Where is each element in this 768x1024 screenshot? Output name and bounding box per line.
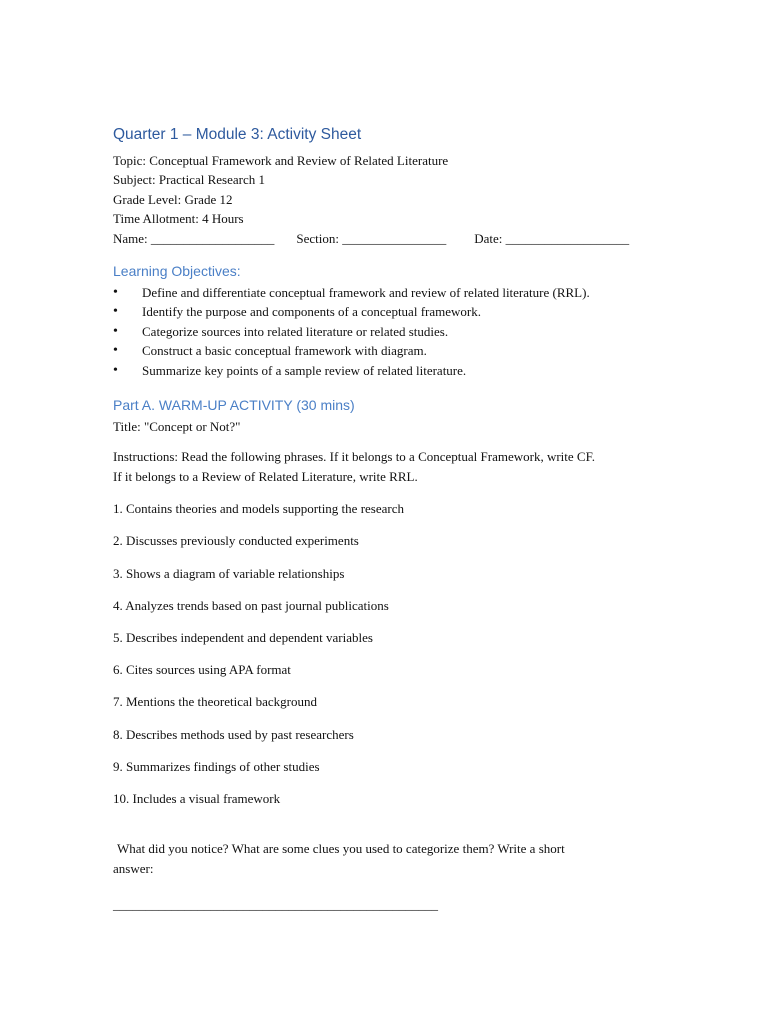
- answer-blank: __________________________________________________: [113, 896, 438, 912]
- list-item: 9. Summarizes findings of other studies: [113, 758, 320, 774]
- part-a-heading: Part A. WARM-UP ACTIVITY (30 mins): [113, 397, 355, 414]
- list-item: 2. Discusses previously conducted experiments: [113, 533, 359, 549]
- list-item: 1. Contains theories and models supporting the research: [113, 501, 404, 517]
- topic-line: Topic: Conceptual Framework and Review of Related Literature: [113, 153, 449, 168]
- name-section-date-row: [113, 229, 673, 248]
- list-item: • Categorize sources into related literature or related studies.: [113, 322, 673, 341]
- grade-line: Grade Level: Grade 12: [113, 191, 233, 207]
- list-item: 5. Describes independent and dependent variables: [113, 630, 373, 646]
- subject-line: Subject: Practical Research 1: [113, 172, 265, 188]
- reflection-question: [113, 839, 673, 878]
- instructions: [113, 447, 673, 486]
- list-item: 10. Includes a visual framework: [113, 790, 281, 806]
- section-field: Section: ________________: [296, 230, 447, 246]
- instructions-line-2: If it belongs to a Review of Related Literature, write RRL.: [113, 468, 418, 484]
- list-item: 6. Cites sources using APA format: [113, 662, 291, 678]
- bullet-icon: •: [113, 285, 118, 301]
- list-item: • Construct a basic conceptual framework with diagram.: [113, 341, 673, 360]
- question-line-2: answer:: [113, 860, 154, 876]
- name-field: Name: ___________________: [113, 230, 275, 246]
- bullet-icon: •: [113, 304, 118, 320]
- list-item: • Identify the purpose and components of a conceptual framework.: [113, 302, 673, 321]
- phrase-list: [113, 499, 673, 821]
- activity-sheet: [113, 124, 673, 914]
- activity-title: Title: "Concept or Not?": [113, 419, 241, 435]
- list-item: 7. Mentions the theoretical background: [113, 694, 317, 710]
- instructions-line-1: Instructions: Read the following phrases. If it belongs to a Conceptual Framework, write CF.: [113, 449, 596, 465]
- bullet-icon: •: [113, 343, 118, 359]
- list-item: 3. Shows a diagram of variable relationships: [113, 565, 345, 581]
- list-item: 8. Describes methods used by past researchers: [113, 726, 354, 742]
- page-title: Quarter 1 – Module 3: Activity Sheet: [113, 126, 362, 143]
- objectives-list: [113, 283, 673, 380]
- bullet-icon: •: [113, 362, 118, 378]
- list-item: 4. Analyzes trends based on past journal publications: [113, 597, 389, 613]
- sheet-info: [113, 151, 673, 248]
- objectives-heading: Learning Objectives:: [113, 263, 241, 280]
- question-line-1: What did you notice? What are some clues you used to categorize them? Write a short: [117, 841, 565, 857]
- date-field: Date: ___________________: [474, 230, 630, 246]
- time-line: Time Allotment: 4 Hours: [113, 211, 244, 227]
- list-item: • Summarize key points of a sample review of related literature.: [113, 361, 673, 380]
- bullet-icon: •: [113, 323, 118, 339]
- list-item: • Define and differentiate conceptual framework and review of related literature (RRL).: [113, 283, 673, 302]
